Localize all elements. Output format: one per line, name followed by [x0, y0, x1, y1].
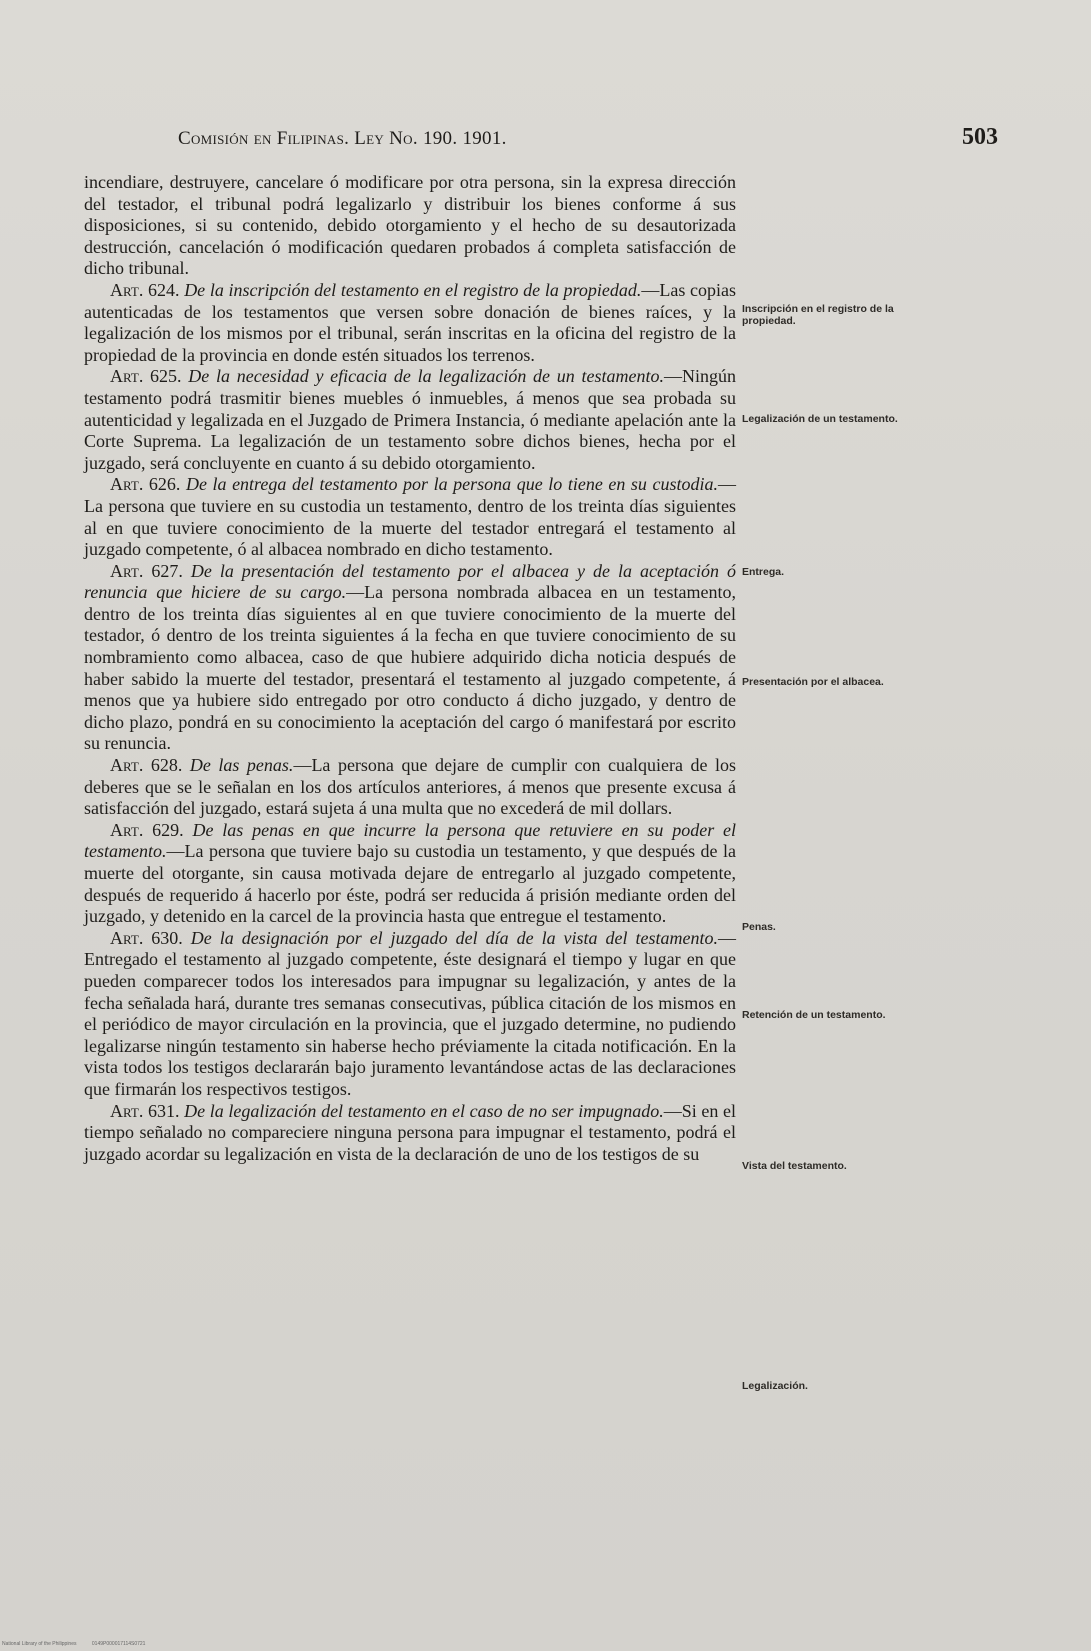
- article-title: De la legalización del testamento en el caso de no ser impugnado.: [184, 1100, 664, 1121]
- article-text: —Entregado el testamento al juzgado competente, éste designará el tiempo y lugar en que pueden comparecer todos los interesados para impugnar su legalización, y antes de la fecha señalada hará, durante tres semanas consecutivas, pública citación de los mismos en el periódico de mayor circulación en la provincia, que el juzgado determine, no pudiendo legalizarse ningún testamento sin haberse hecho préviamente la citada notificación. En la vista todos los testigos declararán bajo juramento levantándose actas de las declaraciones que firmarán los respectivos testigos.: [84, 927, 736, 1099]
- article-626: [84, 474, 736, 560]
- article-text: —Ningún testamento podrá trasmitir bienes muebles ó inmuebles, á menos que sea probada su autenticidad y legalizada en el Juzgado de Primera Instancia, ó mediante apelación ante la Corte Suprema. La legalización de un testamento sobre dichos bienes, hecha por el juzgado, será concluyente en cuanto á su debido otorgamiento.: [84, 366, 736, 473]
- article-label: Art. 626.: [110, 474, 181, 495]
- scan-footer: [2, 1641, 159, 1647]
- article-label: Art. 630.: [110, 927, 183, 948]
- article-628: [84, 755, 736, 820]
- article-label: Art. 629.: [110, 819, 184, 840]
- article-title: De la designación por el juzgado del día de la vista del testamento.: [190, 927, 718, 948]
- margin-note-legalizacion-testamento: Legalización de un testamento.: [742, 413, 898, 425]
- article-text: —Las copias autenticadas de los testamentos que versen sobre donación de bienes raíces, y la legalización de los mismos por el tribunal, serán inscritas en la oficina del registro de la propiedad de la provincia en donde estén situados los terrenos.: [84, 279, 736, 365]
- article-title: De la necesidad y eficacia de la legalización de un testamento.: [188, 366, 664, 387]
- article-text: —La persona que tuviere en su custodia un testamento, dentro de los treinta días siguientes al en que tuviere conocimiento de la muerte del testador entregará el testamento al juzgado competente, ó al albacea nombrado en dicho testamento.: [84, 474, 736, 560]
- article-title: De la presentación del testamento por el albacea y de la aceptación ó renuncia que hiciere de su cargo.: [84, 560, 736, 603]
- margin-note-vista: Vista del testamento.: [742, 1160, 847, 1172]
- page-header: [178, 124, 998, 154]
- article-label: Art. 628.: [110, 755, 183, 776]
- article-title: De la entrega del testamento por la persona que lo tiene en su custodia.: [185, 474, 718, 495]
- article-625: [84, 366, 736, 474]
- continuation-paragraph: incendiare, destruyere, cancelare ó modificare por otra persona, sin la expresa dirección del testador, el tribunal podrá legalizarlo y distribuir los bienes conforme á sus disposiciones, si su contenido, debido otorgamiento y el hecho de su desautorizada destrucción, cancelación ó modificación quedaren probados á completa satisfacción de dicho tribunal.: [84, 172, 736, 279]
- article-624: [84, 280, 736, 366]
- article-text: —La persona que tuviere bajo su custodia un testamento, y que después de la muerte del otorgante, sin causa motivada dejare de entregarlo al juzgado competente, después de requerido á hacerlo por éste, podrá ser reducida á prisión mediante orden del juzgado, y detenido en la carcel de la provincia hasta que entregue el testamento.: [84, 841, 736, 927]
- article-label: Art. 627.: [110, 560, 183, 581]
- article-627: [84, 561, 736, 755]
- article-title: De las penas en que incurre la persona que retuviere en su poder el testamento.: [84, 819, 737, 862]
- article-label: Art. 624.: [110, 279, 180, 300]
- margin-note-inscripcion: Inscripción en el registro de la propiedad.: [742, 303, 894, 327]
- article-label: Art. 631.: [110, 1100, 180, 1121]
- footer-library: National Library of the Philippines: [2, 1641, 77, 1647]
- article-629: [84, 820, 736, 928]
- margin-note-presentacion: Presentación por el albacea.: [742, 676, 884, 688]
- margin-note-entrega: Entrega.: [742, 566, 785, 578]
- margin-note-penas: Penas.: [742, 921, 776, 933]
- article-text: —La persona nombrada albacea en un testamento, dentro de los treinta días siguientes al en que tuviere conocimiento de la muerte del testador, ó dentro de los treinta siguientes á la fecha en que tuviere conocimiento de su nombramiento como albacea, caso de que hubiere adquirido dicha noticia después de haber sabido la muerte del testador, presentará el testamento al juzgado competente, á menos que ya hubiere sido entregado por otro conducto á dicho juzgado, y dentro de dicho plazo, pondrá en su conocimiento la aceptación del cargo ó manifestará por escrito su renuncia.: [84, 582, 736, 754]
- article-text: —Si en el tiempo señalado no compareciere ninguna persona para impugnar el testamento, podrá el juzgado acordar su legalización en vista de la declaración de uno de los testigos de su: [84, 1100, 736, 1164]
- article-title: De las penas.: [189, 755, 294, 776]
- margin-note-retencion: Retención de un testamento.: [742, 1009, 886, 1021]
- margin-note-legalizacion: Legalización.: [742, 1380, 808, 1392]
- page-number: 503: [962, 124, 998, 150]
- article-630: [84, 928, 736, 1101]
- article-631: [84, 1101, 736, 1166]
- article-title: De la inscripción del testamento en el registro de la propiedad.: [184, 279, 642, 300]
- article-text: —La persona que dejare de cumplir con cualquiera de los deberes que se le señalan en los dos artículos anteriores, á menos que presente excusa á satisfacción del juzgado, estará sujeta á una multa que no excederá de mil dollars.: [84, 755, 736, 819]
- footer-code: 0149P000017114S0721: [91, 1641, 146, 1647]
- article-label: Art. 625.: [110, 366, 182, 387]
- main-text-column: [84, 172, 736, 1165]
- running-head: Comisión en Filipinas. Ley No. 190. 1901.: [178, 128, 507, 149]
